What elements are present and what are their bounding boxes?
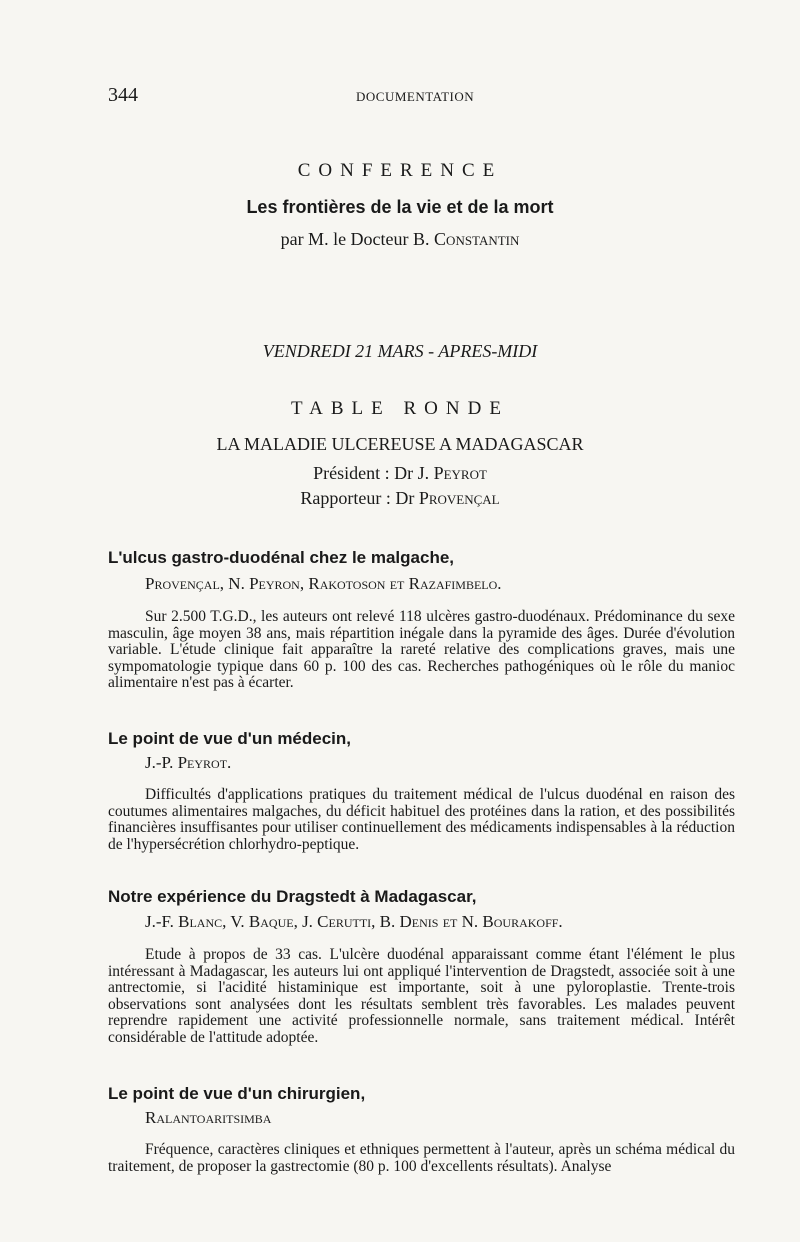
session-label: TABLE RONDE	[291, 398, 509, 419]
conference-label: CONFERENCE	[297, 160, 503, 181]
running-title: DOCUMENTATION	[356, 89, 475, 104]
section-authors: J.-F. Blanc, V. Baque, J. Cerutti, B. Denis et N. Bourakoff.	[145, 912, 563, 931]
president-prefix: Président : Dr J.	[313, 463, 430, 483]
page-number: 344	[108, 84, 138, 106]
section-body	[108, 609, 735, 692]
section-body	[108, 1142, 735, 1175]
rapporteur-name: Provençal	[418, 488, 500, 508]
conference-title: Les frontières de la vie et de la mort	[246, 197, 554, 217]
section-paragraph: Sur 2.500 T.G.D., les auteurs ont relevé 118 ulcères gastro-duodénaux. Prédominance du sexe masculin, âge moyen 38 ans, mais répartition inégale dans la pyramide des âges. Durée d'évolution variable. L'étude clinique fait apparaître la rareté relative des complications graves, mais une sympomatologie typique dans 60 p. 100 des cas. Recherches pathogéniques où le rôle du manioc alimentaire n'est pas à écarter.	[108, 608, 735, 691]
byline-prefix: par M. le Docteur B.	[280, 229, 430, 249]
president-name: Peyrot	[433, 463, 487, 483]
conference-byline	[0, 229, 800, 250]
session-president	[0, 463, 800, 484]
section-title: Le point de vue d'un chirurgien,	[108, 1084, 366, 1103]
rapporteur-prefix: Rapporteur : Dr	[300, 488, 415, 508]
session-date: VENDREDI 21 MARS - APRES-MIDI	[262, 341, 538, 361]
section-paragraph: Etude à propos de 33 cas. L'ulcère duodénal apparaissant comme étant l'élément le plus intéressant à Madagascar, les auteurs lui ont appliqué l'intervention de Dragstedt, associée soit à une antrectomie, si l'acidité histaminique est importante, soit à une pyloroplastie. Trente-trois observations sont analysées dont les résultats semblent très favorables. Les malades peuvent reprendre rapidement une activité professionnelle normale, sans traitement médical. Intérêt considérable de l'attitude adoptée.	[108, 946, 735, 1046]
section-body	[108, 947, 735, 1046]
session-subject: LA MALADIE ULCEREUSE A MADAGASCAR	[216, 434, 584, 454]
section-body	[108, 787, 735, 853]
section-authors: J.-P. Peyrot.	[145, 753, 232, 772]
section-title: Notre expérience du Dragstedt à Madagascar,	[108, 887, 477, 906]
session-rapporteur	[0, 488, 800, 509]
section-title: Le point de vue d'un médecin,	[108, 729, 352, 748]
byline-name: Constantin	[434, 229, 520, 249]
section-paragraph: Fréquence, caractères cliniques et ethniques permettent à l'auteur, après un schéma médical du traitement, de proposer la gastrectomie (80 p. 100 d'excellents résultats). Analyse	[108, 1141, 735, 1175]
section-authors: Ralantoaritsimba	[145, 1108, 272, 1127]
section-title: L'ulcus gastro-duodénal chez le malgache,	[108, 548, 455, 567]
section-authors: Provençal, N. Peyron, Rakotoson et Razafimbelo.	[145, 574, 502, 593]
section-paragraph: Difficultés d'applications pratiques du traitement médical de l'ulcus duodénal en raison des coutumes alimentaires malgaches, du déficit habituel des protéines dans la ration, et des possibilités financières insuffisantes pour utiliser continuellement des médicaments indispensables à la réduction de l'hypersécrétion chlorhydro-peptique.	[108, 786, 735, 853]
